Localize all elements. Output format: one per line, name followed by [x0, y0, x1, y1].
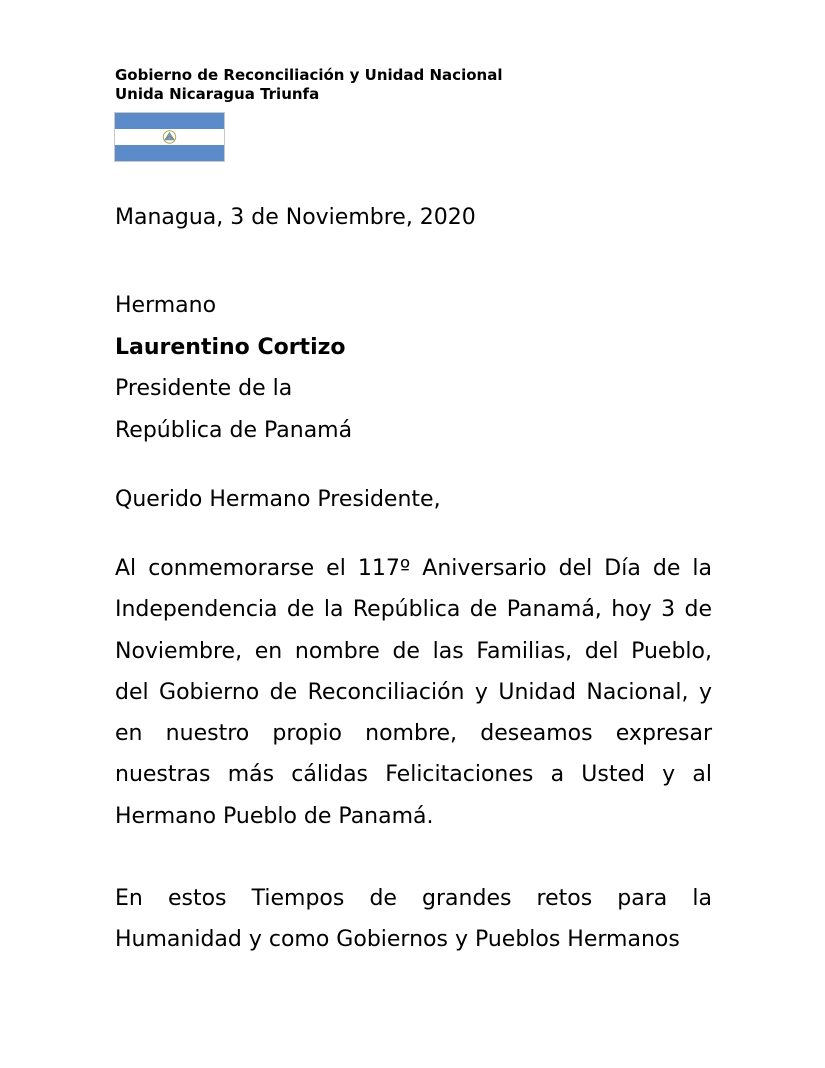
letterhead-government-name: Gobierno de Reconciliación y Unidad Nacional	[115, 66, 503, 84]
recipient-title-line2: República de Panamá	[115, 417, 353, 443]
recipient-name: Laurentino Cortizo	[115, 334, 346, 360]
letterhead-motto: Unida Nicaragua Triunfa	[115, 85, 320, 103]
recipient-title-line1: Presidente de la	[115, 376, 293, 401]
letter-date: Managua, 3 de Noviembre, 2020	[115, 205, 476, 230]
recipient-block	[115, 289, 352, 455]
letterhead	[115, 66, 502, 104]
recipient-greeting: Hermano	[115, 293, 217, 318]
nicaragua-flag-icon	[114, 112, 225, 162]
body-paragraph: En estos Tiempos de grandes retos para la Humanidad y como Gobiernos y Pueblos Hermanos	[115, 886, 712, 953]
body-paragraph: Al conmemorarse el 117º Aniversario del Día de la Independencia de la República de Panamá, hoy 3 de Noviembre, en nombre de las Familias, del Pueblo, del Gobierno de Reconciliación y Unidad Nacional, y en nuestro propio nombre, deseamos expresar nuestras más cálidas Felicitaciones a Usted y al Hermano Pueblo de Panamá.	[115, 556, 712, 829]
salutation: Querido Hermano Presidente,	[115, 487, 441, 512]
